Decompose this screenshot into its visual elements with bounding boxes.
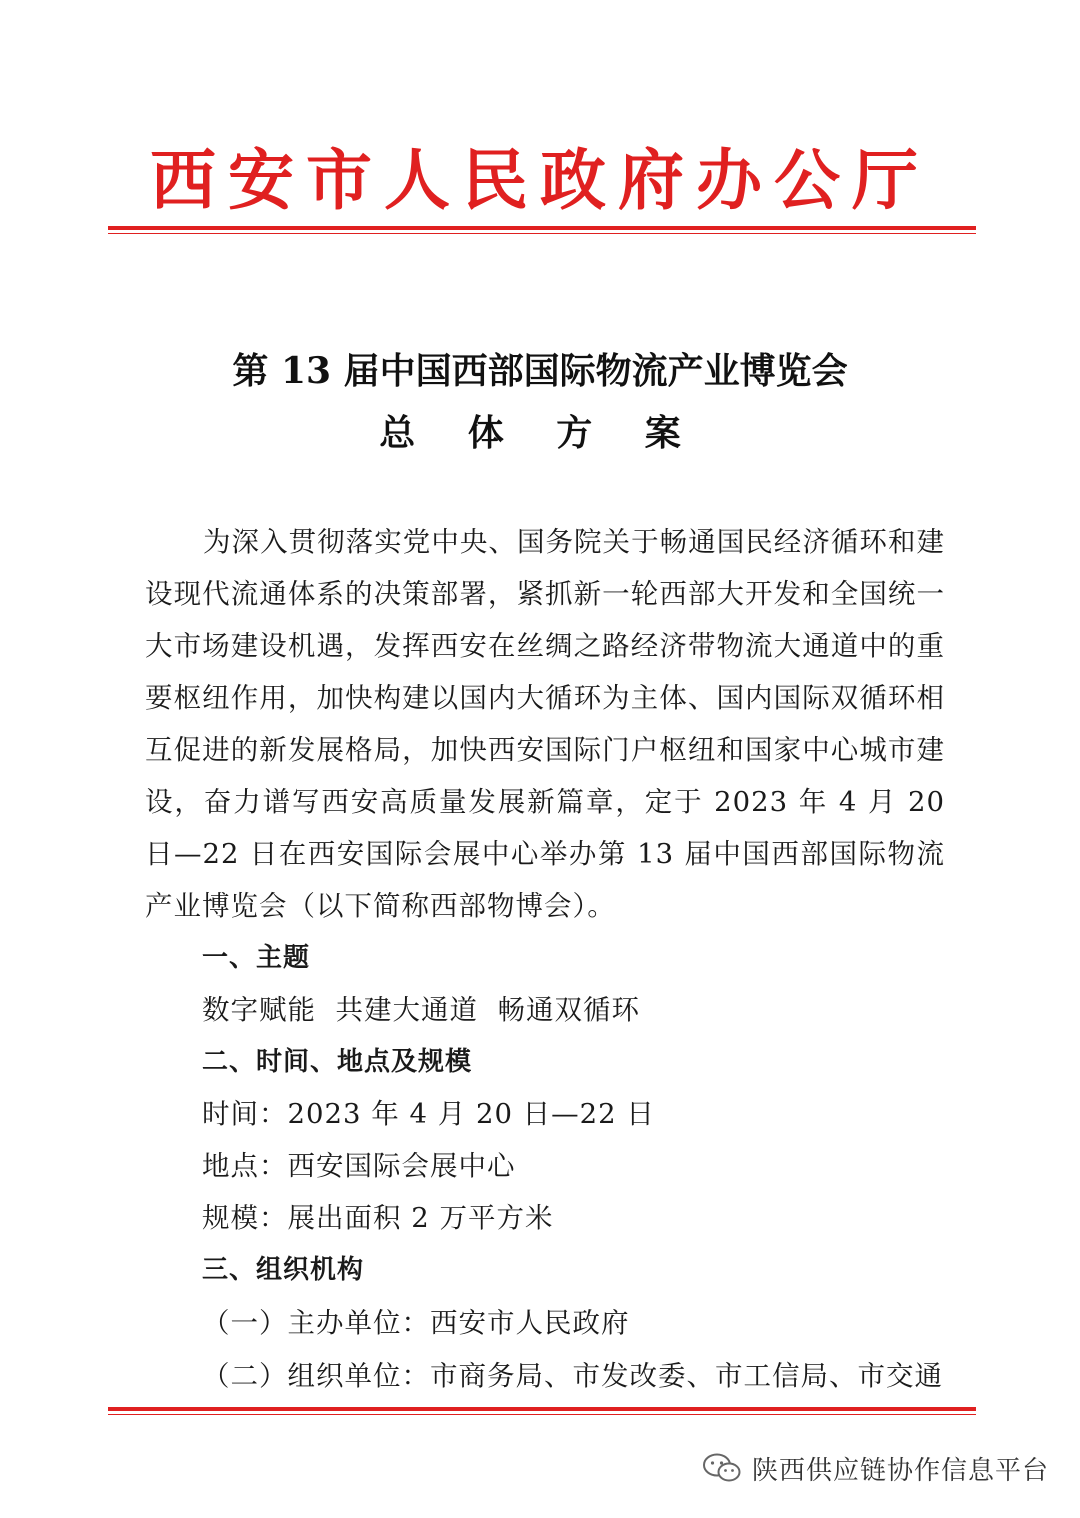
scale-text: 规模：展出面积 2 万平方米 [202, 1202, 554, 1234]
section-heading-time-place: 二、时间、地点及规模 [202, 1047, 473, 1077]
footer-rule-thick [108, 1407, 976, 1411]
wechat-icon [702, 1452, 742, 1484]
watermark-text: 陕西供应链协作信息平台 [752, 1455, 1050, 1486]
time-text: 时间：2023 年 4 月 20 日—22 日 [202, 1098, 655, 1130]
theme-text: 数字赋能 共建大通道 畅通双循环 [202, 994, 640, 1026]
org-item-organizer: （二）组织单位：市商务局、市发改委、市工信局、市交通 [202, 1360, 943, 1392]
letterhead-rule-thick [108, 226, 976, 230]
footer-rule-thin [108, 1414, 976, 1415]
section-heading-theme: 一、主题 [202, 943, 311, 973]
document-title-line2: 总 体 方 案 [379, 412, 701, 454]
letterhead-title: 西安市人民政府办公厅 [150, 141, 930, 219]
watermark [702, 1448, 1049, 1488]
place-text: 地点：西安国际会展中心 [202, 1150, 516, 1182]
intro-paragraph: 为深入贯彻落实党中央、国务院关于畅通国民经济循环和建设现代流通体系的决策部署，紧抓新一轮西部大开发和全国统一大市场建设机遇，发挥西安在丝绸之路经济带物流大通道中的重要枢纽作用，加快构建以国内大循环为主体、国内国际双循环相互促进的新发展格局，加快西安国际门户枢纽和国家中心城市建设，奋力谱写西安高质量发展新篇章，定于 2023 年 4 月 20 日—22 日在西安国际会展中心举办第 13 届中国西部国际物流产业博览会（以下简称西部物博会）。 [145, 526, 945, 922]
section-heading-organization: 三、组织机构 [202, 1255, 365, 1285]
document-title-line1: 第 13 届中国西部国际物流产业博览会 [232, 350, 848, 392]
org-item-host: （一）主办单位：西安市人民政府 [202, 1307, 630, 1339]
letterhead-rule-thin [108, 233, 976, 234]
